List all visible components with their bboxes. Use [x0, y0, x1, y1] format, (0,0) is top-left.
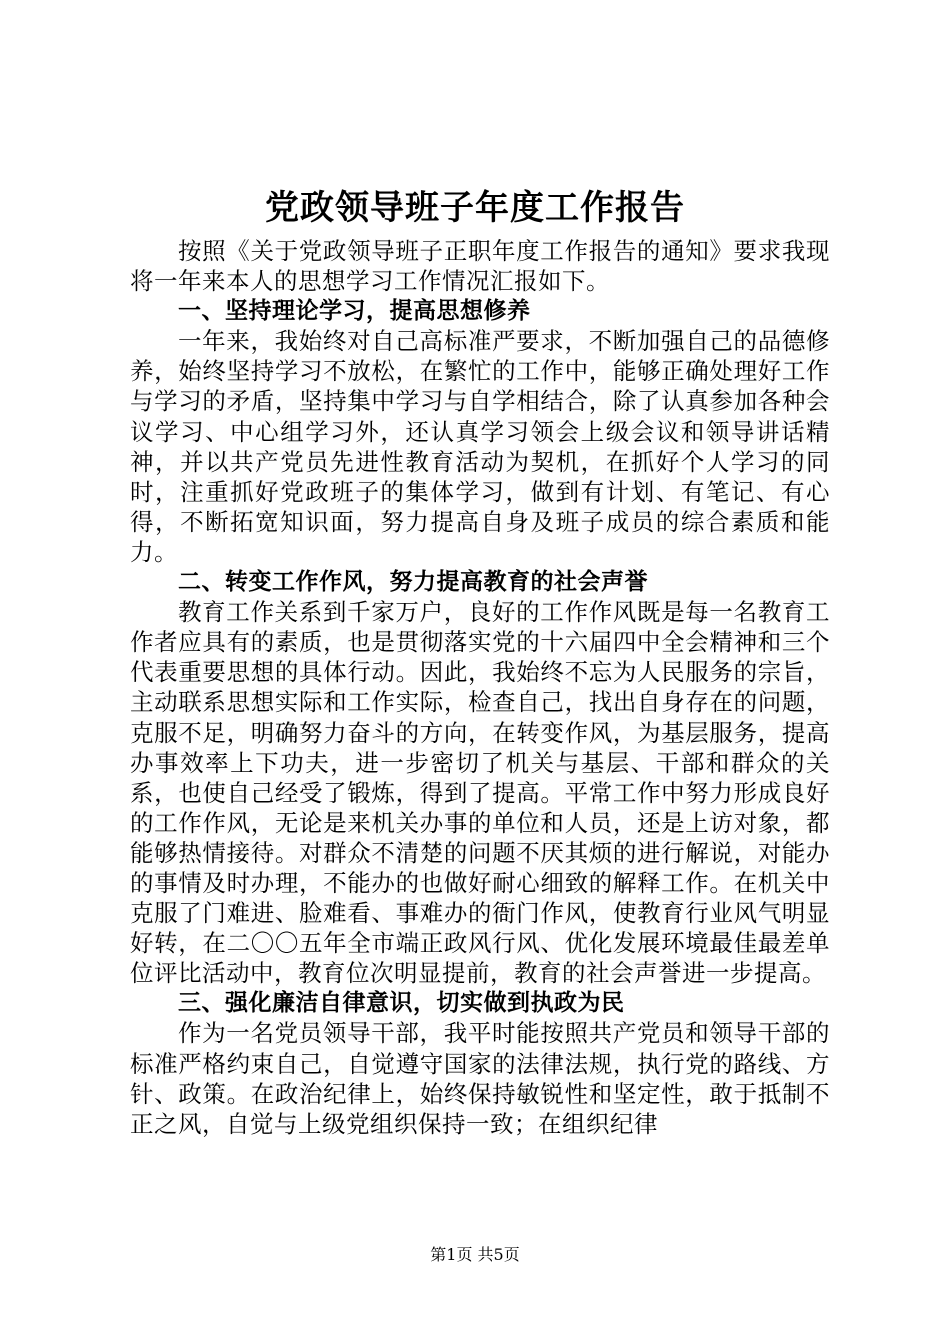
- section-paragraph: 一年来，我始终对自己高标准严要求，不断加强自己的品德修养，始终坚持学习不放松，在繁忙的工作中，能够正确处理好工作与学习的矛盾，坚持集中学习与自学相结合，除了认真参加各种会议学习、中心组学习外，还认真学习领会上级会议和领导讲话精神，并以共产党员先进性教育活动为契机，在抓好个人学习的同时，注重抓好党政班子的集体学习，做到有计划、有笔记、有心得，不断拓宽知识面，努力提高自身及班子成员的综合素质和能力。: [130, 327, 830, 566]
- section-heading: 三、强化廉洁自律意识，切实做到执政为民: [178, 990, 625, 1017]
- intro-paragraph: 按照《关于党政领导班子正职年度工作报告的通知》要求我现将一年来本人的思想学习工作情况汇报如下。: [130, 237, 830, 296]
- section-paragraph: 作为一名党员领导干部，我平时能按照共产党员和领导干部的标准严格约束自己，自觉遵守国家的法律法规，执行党的路线、方针、政策。在政治纪律上，始终保持敏锐性和坚定性，敢于抵制不正之风，自觉与上级党组织保持一致；在组织纪律: [130, 1019, 830, 1138]
- section-1: [130, 296, 830, 567]
- document-body: [130, 236, 830, 1139]
- document-title: 党政领导班子年度工作报告: [265, 188, 685, 228]
- section-paragraph: 教育工作关系到千家万户，良好的工作作风既是每一名教育工作者应具有的素质，也是贯彻落实党的十六届四中全会精神和三个代表重要思想的具体行动。因此，我始终不忘为人民服务的宗旨，主动联系思想实际和工作实际，检查自己，找出自身存在的问题，克服不足，明确努力奋斗的方向，在转变作风，为基层服务，提高办事效率上下功夫，进一步密切了机关与基层、干部和群众的关系，也使自己经受了锻炼，得到了提高。平常工作中努力形成良好的工作作风，无论是来机关办事的单位和人员，还是上访对象，都能够热情接待。对群众不清楚的问题不厌其烦的进行解说，对能办的事情及时办理，不能办的也做好耐心细致的解释工作。在机关中克服了门难进、脸难看、事难办的衙门作风，使教育行业风气明显好转，在二〇〇五年全市端正政风行风、优化发展环境最佳最差单位评比活动中，教育位次明显提前，教育的社会声誉进一步提高。: [130, 598, 830, 988]
- section-heading: 一、坚持理论学习，提高思想修养: [178, 298, 531, 325]
- section-2: [130, 567, 830, 988]
- page-number-footer: 第1页 共5页: [430, 1245, 520, 1264]
- section-heading: 二、转变工作作风，努力提高教育的社会声誉: [178, 569, 648, 596]
- section-3: [130, 988, 830, 1138]
